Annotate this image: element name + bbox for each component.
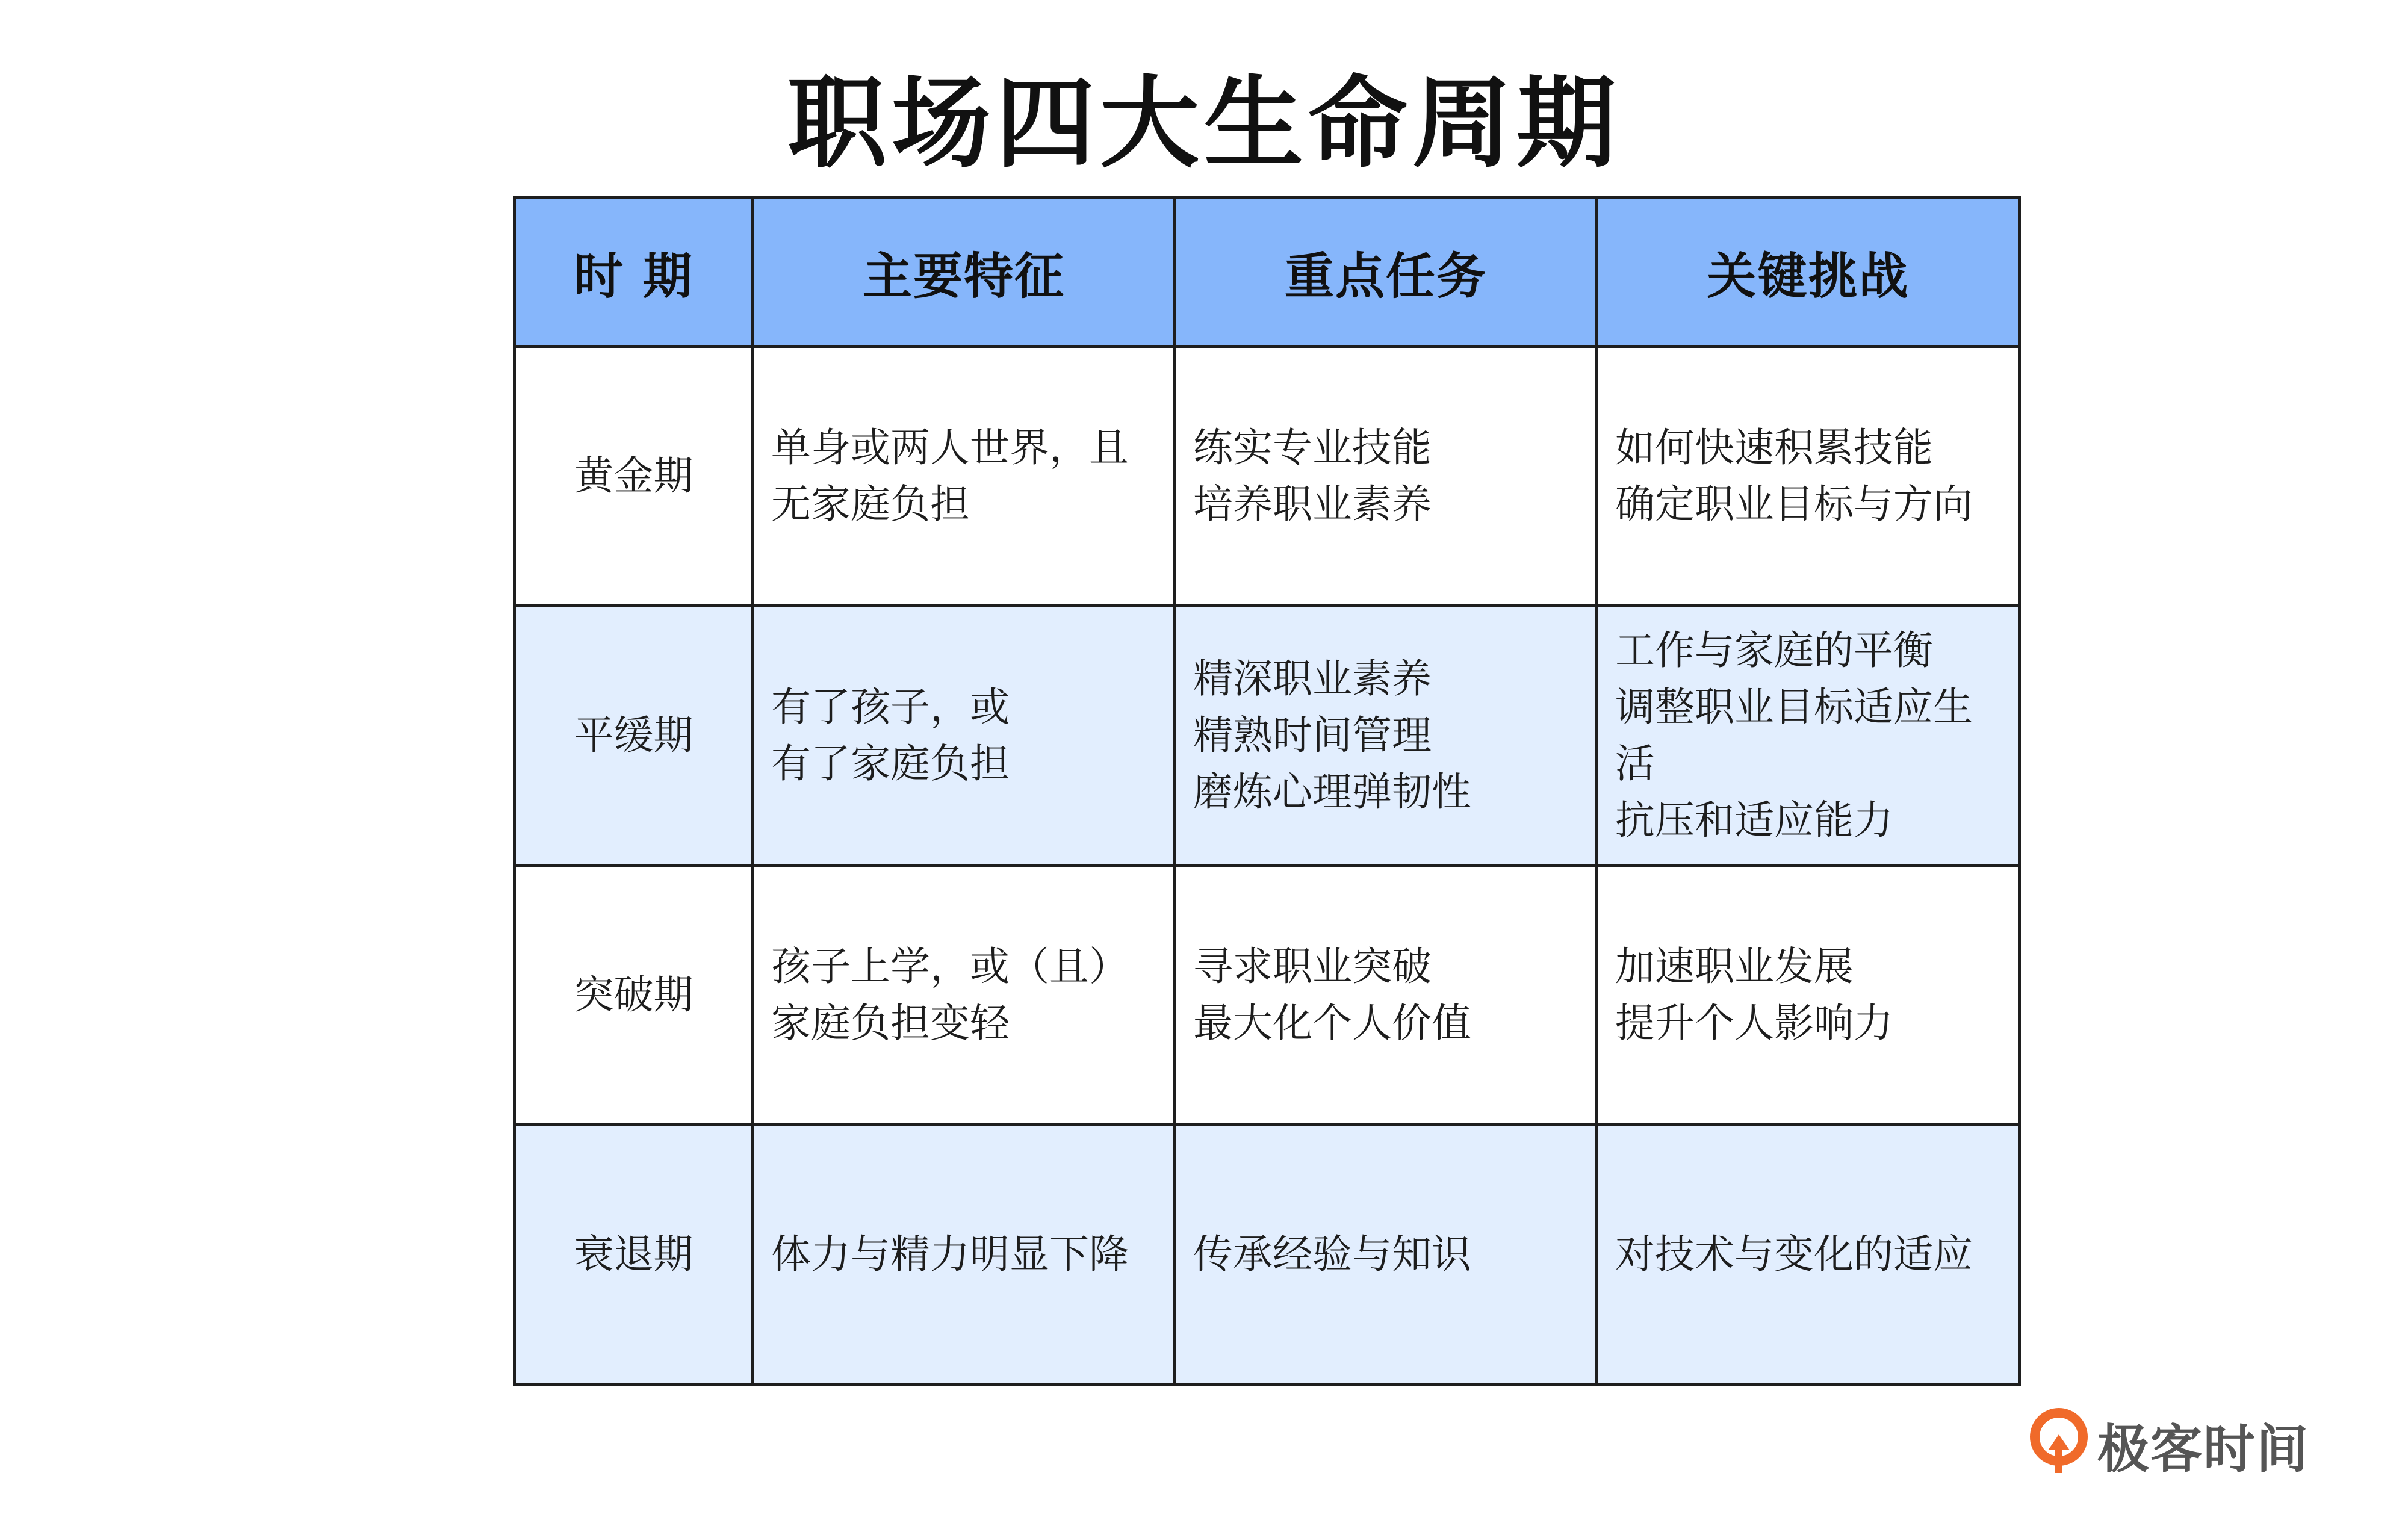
cell-line: 家庭负担变轻 xyxy=(771,1000,1010,1046)
table-header-row xyxy=(515,198,2020,347)
cell-line: 体力与精力明显下降 xyxy=(771,1231,1129,1277)
challenges-cell xyxy=(1597,1125,2020,1385)
period-cell: 衰退期 xyxy=(515,1125,753,1385)
cell-line: 确定职业目标与方向 xyxy=(1615,481,1973,527)
cell-line: 传承经验与知识 xyxy=(1193,1231,1471,1277)
tasks-cell xyxy=(1175,347,1597,606)
period-cell: 平缓期 xyxy=(515,606,753,866)
cell-line: 磨炼心理弹韧性 xyxy=(1193,769,1471,815)
cell-line: 无家庭负担 xyxy=(771,481,970,527)
cell-line: 最大化个人价值 xyxy=(1193,1000,1471,1046)
table-row xyxy=(515,347,2020,606)
cell-line: 练实专业技能 xyxy=(1193,424,1432,471)
challenges-cell xyxy=(1597,866,2020,1125)
tasks-cell xyxy=(1175,606,1597,866)
cell-line: 单身或两人世界，且 xyxy=(771,424,1129,471)
cell-line: 精深职业素养 xyxy=(1193,656,1432,702)
cell-line: 有了孩子，或 xyxy=(771,684,1010,730)
cell-line: 抗压和适应能力 xyxy=(1615,797,1893,843)
features-cell xyxy=(753,1125,1175,1385)
page-title: 职场四大生命周期 xyxy=(787,66,1621,181)
cell-line: 孩子上学，或（且） xyxy=(771,943,1129,990)
brand-logo xyxy=(2029,1406,2309,1484)
features-cell xyxy=(753,347,1175,606)
challenges-cell xyxy=(1597,606,2020,866)
cell-line: 如何快速积累技能 xyxy=(1615,424,1933,471)
brand-name: 极客时间 xyxy=(2097,1419,2309,1480)
cell-line: 精熟时间管理 xyxy=(1193,712,1432,758)
period-cell: 突破期 xyxy=(515,866,753,1125)
cell-line: 加速职业发展 xyxy=(1615,943,1854,990)
cell-line: 寻求职业突破 xyxy=(1193,943,1432,990)
table-row xyxy=(515,1125,2020,1385)
cell-line: 提升个人影响力 xyxy=(1615,1000,1893,1046)
challenges-cell xyxy=(1597,347,2020,606)
header-tasks: 重点任务 xyxy=(1175,198,1597,347)
features-cell xyxy=(753,606,1175,866)
geektime-logo-icon xyxy=(2029,1406,2089,1484)
cell-line: 有了家庭负担 xyxy=(771,740,1010,787)
header-features: 主要特征 xyxy=(753,198,1175,347)
period-cell: 黄金期 xyxy=(515,347,753,606)
table-row xyxy=(515,866,2020,1125)
header-challenges: 关键挑战 xyxy=(1597,198,2020,347)
tasks-cell xyxy=(1175,866,1597,1125)
career-cycle-table xyxy=(513,196,2021,1386)
features-cell xyxy=(753,866,1175,1125)
header-period: 时 期 xyxy=(515,198,753,347)
tasks-cell xyxy=(1175,1125,1597,1385)
cell-line: 调整职业目标适应生活 xyxy=(1615,684,1973,787)
cell-line: 对技术与变化的适应 xyxy=(1615,1231,1973,1277)
cell-line: 培养职业素养 xyxy=(1193,481,1432,527)
cell-line: 工作与家庭的平衡 xyxy=(1615,627,1933,674)
table-row xyxy=(515,606,2020,866)
